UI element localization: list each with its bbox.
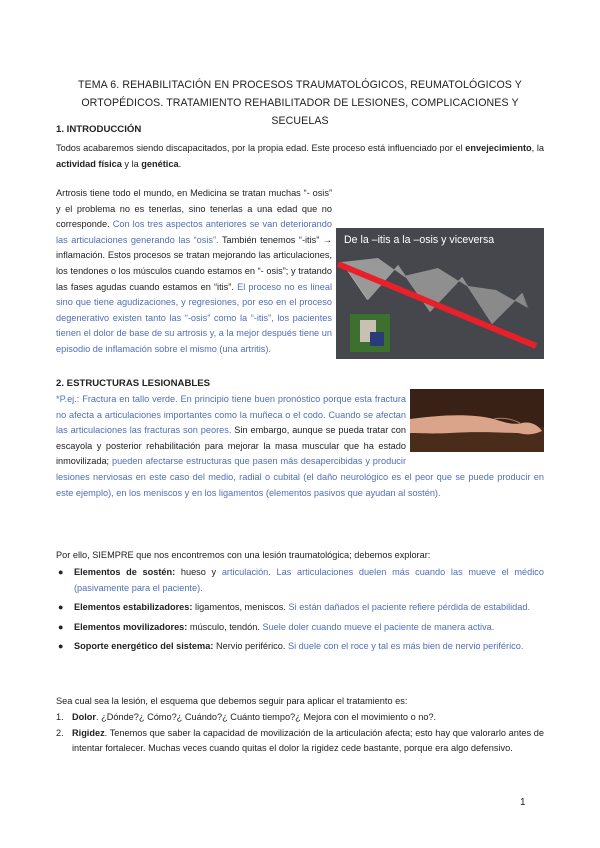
text-run-blue: El proceso no es lineal sino que tiene agudizaciones, y regresiones, por eso en el proceso degenerativo existen tanto las “-osis” como la “-itis”, los pacientes tienen el dolor de base de su artrosis y, a la mejor después tiene un episodio de inflamación sobre el mismo (una artritis). [56, 281, 332, 354]
text-run: Sin embargo, aunque se pueda tratar con escayola y posterior rehabilitación para mejorar la masa muscular que ha estado inmovilizada; [56, 425, 406, 467]
text-run: músculo, tendón. [187, 621, 260, 632]
list-item [56, 726, 544, 757]
intro-paragraph-1 [56, 141, 544, 172]
list-item [56, 639, 544, 655]
text-run-blue: pueden afectarse estructuras que pasen más desapercibidas y producir lesiones nerviosas en este caso del medio, radial o cubital (el daño neurológico es el peor que se puede producir en este ejemplo), en los meniscos y en los ligamentos (elementos pasivos que ayudan al sostén). [56, 456, 544, 498]
emphasis-envejecimiento: envejecimiento [465, 143, 532, 153]
treatment-steps-list [56, 710, 544, 757]
bullet-icon: ● [58, 641, 64, 652]
list-item [56, 600, 544, 616]
explore-list [56, 565, 544, 659]
figure-caption: De la –itis a la –osis y viceversa [344, 234, 495, 246]
list-item [56, 710, 544, 726]
text-run-blue: Suele doler cuando mueve el paciente de manera activa. [259, 621, 495, 632]
text-run: . ¿Dónde?¿ Cómo?¿ Cuándo?¿ Cuánto tiempo?¿ Mejora con el movimiento o no?. [96, 712, 437, 722]
bullet-icon: ● [58, 602, 64, 613]
text-run-blue: Si están dañados el paciente refiere pérdida de estabilidad. [285, 602, 531, 613]
text-run: ligamentos, meniscos. [192, 602, 286, 613]
list-item-label: Soporte energético del sistema: [74, 641, 214, 652]
list-item-label: Rigidez [72, 727, 105, 738]
emphasis-actividad-fisica: actividad física [56, 158, 122, 169]
text-run: hueso y [175, 567, 217, 577]
text-run-blue: Si duele con el roce y tal es más bien de nervio periférico. [285, 641, 524, 652]
text-run: y la [121, 158, 142, 169]
text-run: Nervio periférico. [213, 641, 286, 652]
text-run: , la [531, 143, 544, 153]
text-run-blue: *P.ej.: Fractura en tallo verde. En principio tiene buen pronóstico porque esta fractura no afecta a articulaciones importantes como la muñeca o el codo. Cuando se afectan las articulaciones las fracturas son peores. [56, 394, 406, 436]
list-number: 2. [56, 727, 64, 738]
text-run: . Tenemos que saber la capacidad de movilización de la articulación afecta; esto hay que valorarlo antes de intentar fortalecer. Muchas veces cuando quitas el dolor la rigidez cede bastante, porque era algo defensivo. [72, 727, 544, 754]
text-run: Todos acabaremos siendo discapacitados, por la propia edad. Este proceso está influenciado por el [56, 143, 466, 153]
text-run-blue: Con los tres aspectos anteriores se van deteriorando las articulaciones generando las “osis”. [56, 219, 332, 245]
bullet-icon: ● [58, 621, 64, 632]
text-run: Artrosis tiene todo el mundo, en Medicina se tratan muchas “- osis” y el problema no es tenerlas, sino tenerlas a una edad que no corresponde. [56, 188, 332, 230]
text-run-blue: articulación. Las articulaciones duelen más cuando las mueve el médico (pasivamente para el paciente). [74, 567, 544, 593]
float-spacer [406, 392, 544, 456]
list-item-label: Dolor [72, 712, 96, 722]
sawtooth-diagram [336, 228, 544, 359]
document-title: TEMA 6. REHABILITACIÓN EN PROCESOS TRAUMATOLÓGICOS, REUMATOLÓGICOS Y ORTOPÉDICOS. TRATAMIENTO REHABILITADOR DE LESIONES, COMPLICACIONES Y SECUELAS [78, 79, 522, 127]
bullet-icon: ● [58, 567, 64, 577]
text-run: . [178, 158, 182, 169]
list-item-label: Elementos estabilizadores: [74, 602, 193, 613]
list-item-label: Elementos de sostén: [74, 567, 176, 577]
text-run: También tenemos “-itis” → inflamación. Estos procesos se tratan mejorando las articulaciones, los tendones o los músculos cuando estamos en “- osis”; y tratando las fases agudas cuando estamos en “itis”. [56, 234, 332, 292]
section2-paragraph-2: Por ello, SIEMPRE que nos encontremos con una lesión traumatológica; debemos explorar: [56, 550, 431, 560]
section2-paragraph-1 [56, 392, 544, 501]
itis-osis-figure [336, 228, 544, 359]
section-heading-estructuras: 2. ESTRUCTURAS LESIONABLES [56, 378, 211, 389]
list-item-label: Elementos movilizadores: [74, 621, 188, 632]
list-number: 1. [56, 712, 64, 722]
list-item [56, 565, 544, 596]
section-heading-introduccion: 1. INTRODUCCIÓN [56, 124, 142, 135]
page-number: 1 [520, 797, 526, 808]
list-item [56, 620, 544, 636]
section2-paragraph-3: Sea cual sea la lesión, el esquema que debemos seguir para aplicar el tratamiento es: [56, 696, 408, 706]
emphasis-genetica: genética [141, 158, 179, 169]
